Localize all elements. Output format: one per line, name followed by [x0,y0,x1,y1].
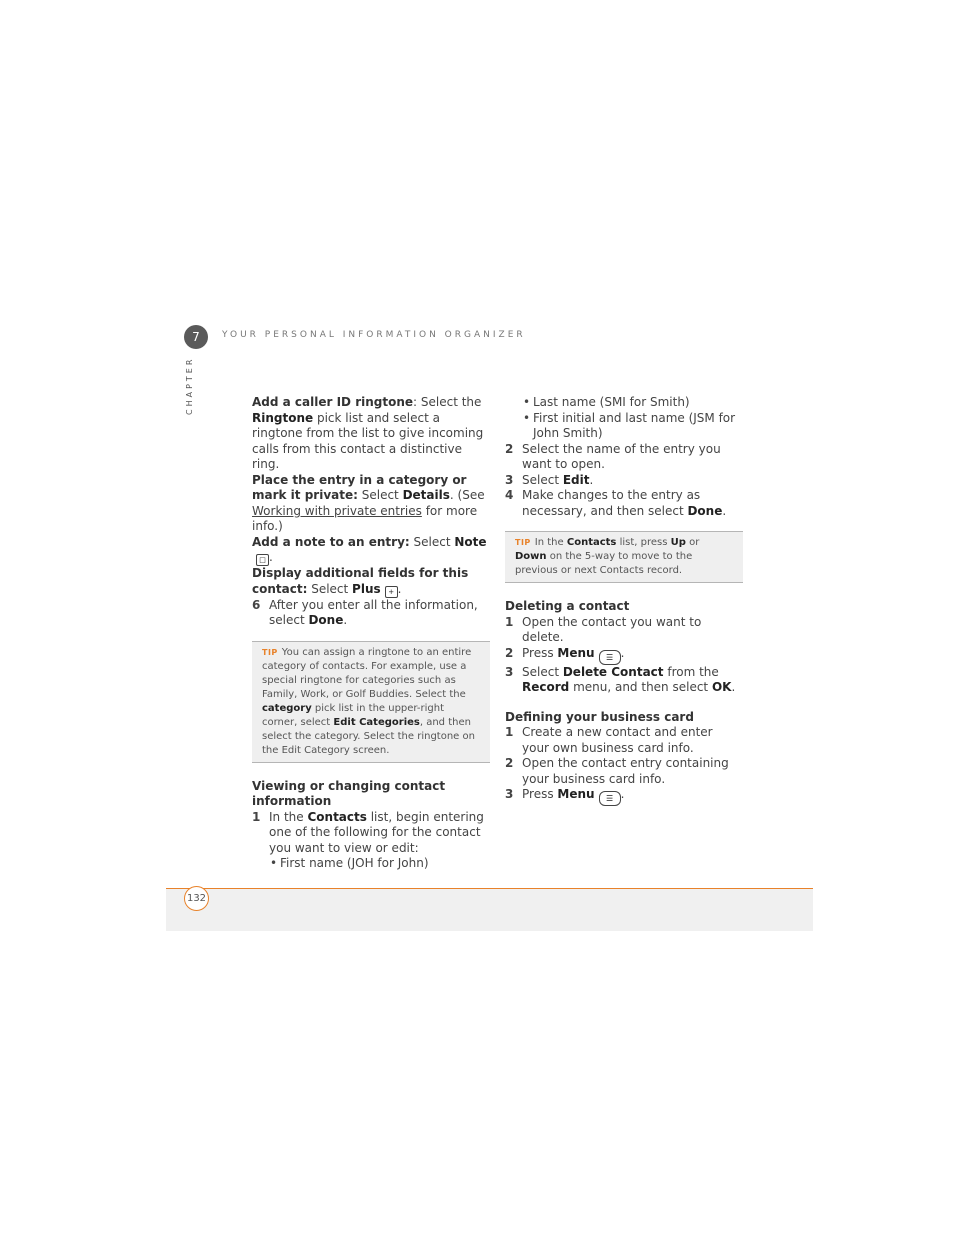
section-heading: Viewing or changing contact information [252,778,446,808]
chapter-number-badge: 7 [184,325,208,349]
list-item: Place the entry in a category or mark it private: Select Details. (See Working with private entries for more info.) [252,472,485,533]
step-6: 6 After you enter all the information, select Done. [252,597,478,627]
chapter-label: CHAPTER [185,356,194,415]
tip-box: TIP In the Contacts list, press Up or Down on the 5-way to move to the previous or next Contacts record. [505,531,743,583]
page-number: 132 [184,886,209,911]
footer-band [166,888,813,931]
section-heading: Defining your business card [505,709,694,724]
left-column [252,395,490,872]
tip-label: TIP [262,647,278,657]
private-entries-link[interactable]: Working with private entries [252,503,422,518]
step-1: 1 In the Contacts list, begin entering one of the following for the contact you want to view or edit: [252,809,484,855]
section-heading: Deleting a contact [505,599,630,613]
step-4: 4 Make changes to the entry as necessary, and then select Done. [505,488,727,518]
list-item: Add a caller ID ringtone: Select the Ringtone pick list and select a ringtone from the list to give incoming calls from this contact a distinctive ring. [252,395,484,471]
menu-icon: ☰ [599,791,621,806]
step-3: 3 Press Menu ☰ . [505,787,743,806]
menu-icon: ☰ [599,650,621,665]
note-icon: □ [256,554,269,566]
right-column [505,395,743,806]
list-item: Display additional fields for this contact: Select Plus + . [252,566,469,596]
step-2: 2 Select the name of the entry you want to open. [505,441,721,471]
step-2: 2 Open the contact entry containing your business card info. [505,756,729,786]
list-item: • Last name (SMI for Smith) [523,395,690,409]
tip-label: TIP [515,538,531,547]
step-1: 1 Create a new contact and enter your own business card info. [505,725,713,755]
step-1: 1 Open the contact you want to delete. [505,614,702,644]
step-3: 3 Select Edit. [505,472,594,487]
step-3: 3 Select Delete Contact from the Record menu, and then select OK. [505,664,736,694]
step-2: 2 Press Menu ☰ . [505,646,743,665]
list-item: • First initial and last name (JSM for John Smith) [523,410,736,440]
plus-icon: + [385,586,398,598]
running-head: YOUR PERSONAL INFORMATION ORGANIZER [222,330,526,340]
tip-box: TIP You can assign a ringtone to an entire category of contacts. For example, use a special ringtone for categories such as Family, Work, or Golf Buddies. Select the category pick list in the upper-right corner, select Edit Categories, and then select the category. Select the ringtone on the Edit Category screen. [252,641,490,763]
list-item: • First name (JOH for John) [270,856,429,870]
list-item: Add a note to an entry: Select Note□ . [252,534,487,564]
